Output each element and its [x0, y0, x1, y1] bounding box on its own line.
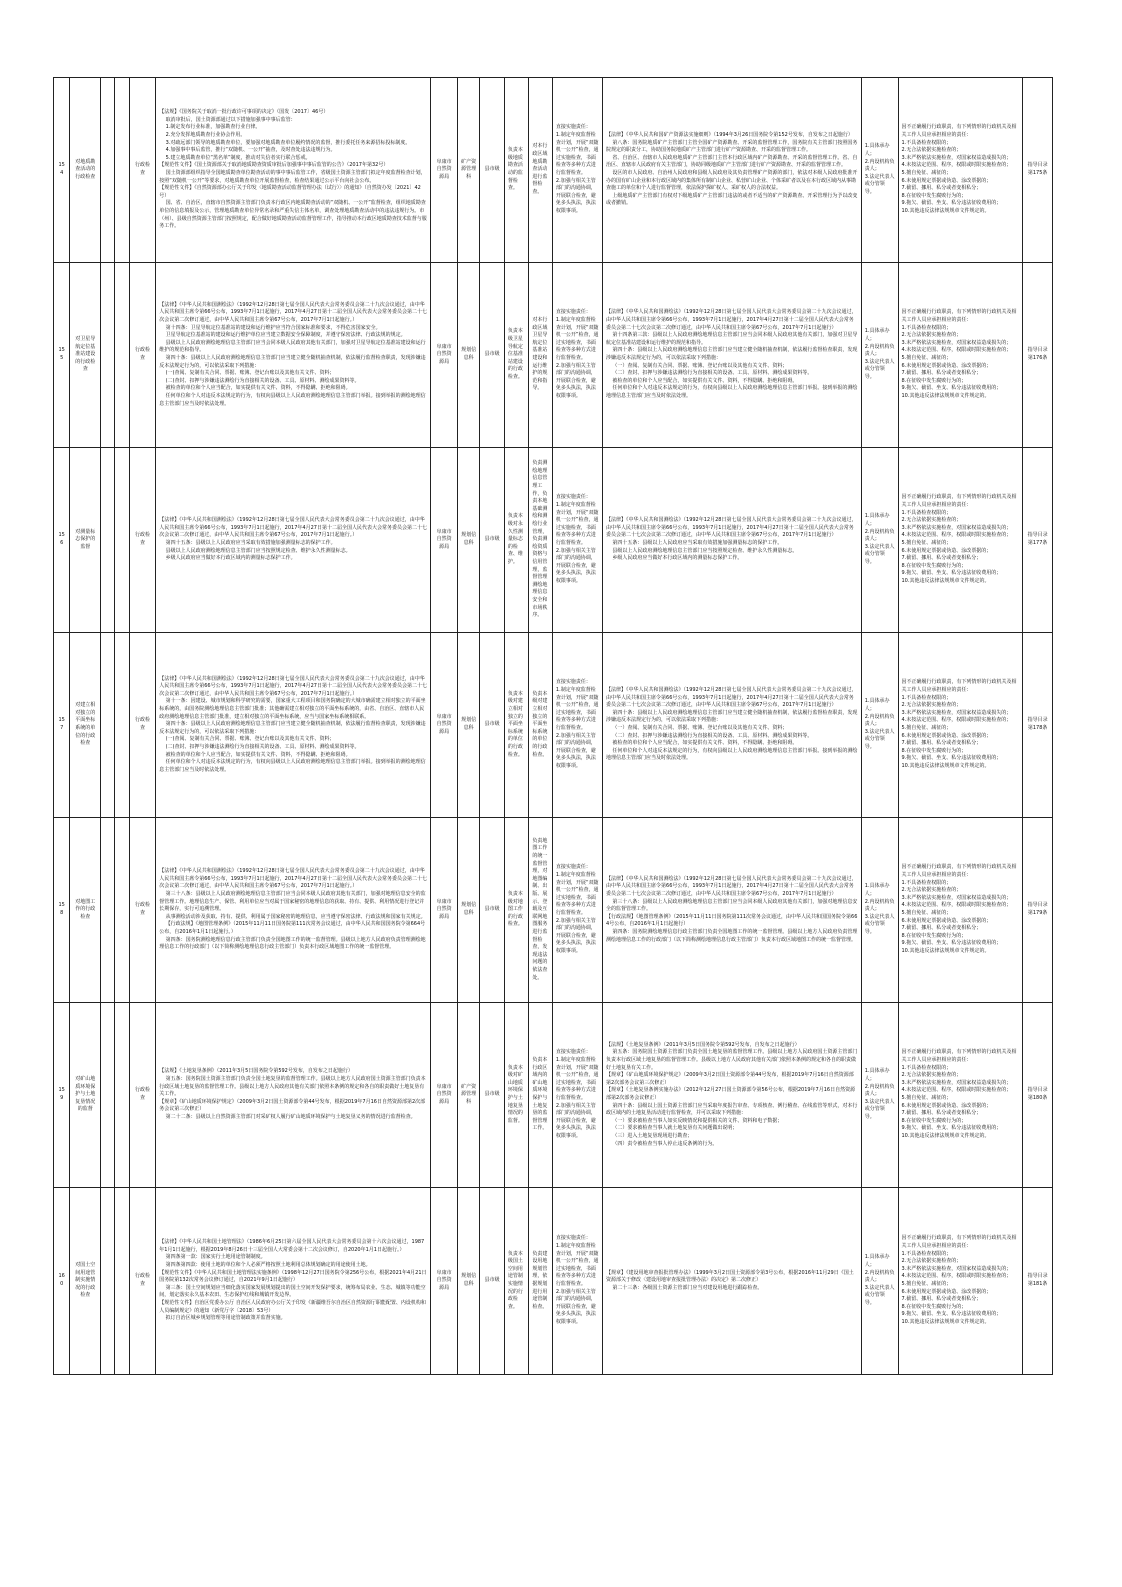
sub-duty-content: 负责测绘地理信息管理工作，负责本地基础测绘和测绘行业管理，负责测绘资质资格与信用管理，监督管理测绘地理信息安全和市场秩序。: [529, 448, 553, 633]
liable-persons: 1.具体承办人； 2.内设机构负责人； 3.法定代表人或分管领导。: [861, 633, 898, 818]
catalog-reference: 指导目录第175条: [1023, 78, 1053, 263]
item-name: 对地质勘查活动的行政检查: [70, 78, 101, 263]
implementing-unit: 阜康市自然资源局: [431, 633, 458, 818]
responsibility-basis: 【规章】《建设用地审查报批管理办法》（1999年3月2日国土资源部令第3号公布，根据2016年11月29日《国土资源部关于修改〈建设用地审查报批管理办法〉的决定》第二次修正） 第二十三条：各级国土资源主管部门应当对建设用地进行跟踪检查。: [603, 1188, 862, 1375]
catalog-reference: 指导目录第179条: [1023, 818, 1053, 1003]
responsibility-basis: 【法规】《土地复垦条例》（2011年3月5日国务院令第592号发布，自发布之日起施行） 第五条：国务院国土资源主管部门负责全国土地复垦的监督管理工作。县级以上地方人民政府国土资源主管部门负责本行政区域土地复垦的监督管理工作。县级以上地方人民政府其他有关部门依照本条例的规定和各自的职责做好土地复垦有关工作。 【规章】《矿山地质环境保护规定》（2009年3月2日国土资源部令第44号发布，根据2019年7月16日自然资源部第2次部务会议第三次修正） 【规章】《土地复垦条例实施办法》（2012年12月27日国土资源部令第56号公布，根据2019年7月16日自然资源部第2次部务会议修正） 第四十条：县级以上国土资源主管部门应当采取年度报告审查、专项核查、例行稽查、在线监管等形式，对本行政区域内的土地复垦活动进行监督检查，并可以采取下列措施： （一）要求被检查当事人如实反映情况和提供相关的文件、资料和电子数据； （二）要求被检查当事人就土地复垦有关问题做出说明； （三）进入土地复垦现场进行勘查； （四）责令被检查当事人停止违反条例的行为。: [603, 1003, 862, 1188]
item-name: 对国土空间用途管制实施情况的行政检查: [70, 1188, 101, 1375]
sub-duty-content: 负责本级对建立相对独立的平面坐标系统的单位的行政检查。: [529, 633, 553, 818]
sub-item-cell-2: [115, 78, 129, 263]
table-row: [54, 633, 1053, 818]
duty-content: 负责本级对建立相对独立的平面坐标系统的单位的行政检查。: [504, 633, 529, 818]
implementing-unit: 阜康市自然资源局: [431, 818, 458, 1003]
responsibility-basis: 【法律】《中华人民共和国测绘法》（1992年12月28日第七届全国人民代表大会常务委员会第二十九次会议通过，由中华人民共和国主席令第66号公布，1993年7月1日起施行，2017年4月27日第十二届全国人民代表大会常务委员会第二十七次会议第二次修订通过，由中华人民共和国主席令第67号公布，2017年7月1日起施行） 第十四条第三款：县级以上人民政府测绘地理信息主管部门应当会同本级人民政府其他有关部门，加强对卫星导航定位基准站建设和运行维护的规范和指导。 第四十条：县级以上人民政府测绘地理信息主管部门应当建立健全随机抽查机制，依法履行监督检查职责，发现涉嫌违反本法规定行为的，可以依法采取下列措施： （一）查阅、复制有关合同、票据、账簿、登记台账以及其他有关文件、资料； （二）查封、扣押与涉嫌违法测绘行为直接相关的设备、工具、原材料、测绘成果资料等。 被检查的单位和个人应当配合，如实提供有关文件、资料，不得隐瞒、拒绝和阻碍。 任何单位和个人对违反本法规定的行为，有权向县级以上人民政府测绘地理信息主管部门举报。接到举报的测绘地理信息主管部门应当及时依法处理。: [603, 263, 862, 448]
implementing-unit: 阜康市自然资源局: [431, 78, 458, 263]
legal-basis: 【法规】《国务院关于取消一批行政许可事项的决定》（国发〔2017〕46号） 取消审批后，国土资源部通过以下措施加强事中事后监管： 1.制定发布行业标准，加强勘查行业自律。 2.充分发挥地质勘查行业协会作用。 3.对疏远部门领导的地质勘查单位，要加强对地质勘查单位履约情况的监督，推行委托任务来源招标投标制度。 4.加强事中事后监管，推行“双随机、一公开”抽查，及时查处违法违规行为。 5.建立地质勘查单位“黑名单”制度，推动对失信者实行联合惩戒。 【规范性文件】《国土资源部关于取消地质勘查资质审批后加强事中事后监管的公告》（2017年第32号） 国土资源部组织指导全国地质勘查单位勘查活动的事中事后监管工作，省级国土资源主管部门拟定年度监督检查计划，按照“双随机一公开”等要求，对地质勘查单位开展监督检查，检查结果通过公示平台向社会公布。 【规范性文件】《自然资源部办公厅关于印发〈地质勘查活动监督管理办法（试行）〉的通知》（自然资办发〔2021〕42号） 国、省、自治区，直辖市自然资源主管部门负责本行政区内地质勘查活动的“双随机、一公开”监督检查，组织地质勘查单位的信息填报及公示，管理地质勘查单位异常名录和严重失信主体名单，调查处理地质勘查活动中的违法违规行为。市（州）、县级自然资源主管部门按照规定，配合做好地质勘查活动监督管理工作，指导推动本行政区地质勘查技术监督与服务工作。: [156, 78, 431, 263]
responsibility-basis: 【法律】《中华人民共和国矿产资源法实施细则》（1994年3月26日国务院令第152号发布，自发布之日起施行） 第八条：国务院地质矿产主管部门主管全国矿产资源勘查、开采的监督管理工作，国务院有关主管部门按照国务院规定的职责分工，协助国务院地质矿产主管部门进行矿产资源勘查、开采的监督管理工作。 省、自治区、直辖市人民政府地质矿产主管部门主管本行政区域内矿产资源勘查、开采的监督管理工作。省、自治区、直辖市人民政府有关主管部门，协助同级地质矿产主管部门进行矿产资源勘查、开采的监督管理工作。 设区的市人民政府、自治州人民政府和县级人民政府及其负责管理矿产资源的部门，依法对本级人民政府批准开办的国有矿山企业和本行政区域内的集体所有制矿山企业、私营矿山企业、个体采矿者以及在本行政区域内从事勘查施工的单位和个人进行监督管理，依法保护探矿权人、采矿权人的合法权益。 上级地质矿产主管部门有权对下级地质矿产主管部门违法的或者不适当的矿产资源勘查、开采管理行为予以改变或者撤销。: [603, 78, 862, 263]
table-row: [54, 448, 1053, 633]
liable-persons: 1.具体承办人； 2.内设机构负责人； 3.法定代表人或分管领导。: [861, 1003, 898, 1188]
level: 县市级: [480, 263, 505, 448]
sub-item-cell-2: [115, 263, 129, 448]
power-type: 行政检查: [129, 1003, 156, 1188]
responsible-dept: 矿产资源管理科: [457, 1003, 479, 1188]
power-type: 行政检查: [129, 1188, 156, 1375]
responsibility-items: 直接实施责任： 1.制定年度监督检查计划，开展“双随机一公开”检查，通过实施检查，书面检查等多种方式进行监督检查。 2.加强与相关主管部门的沟通协调，开展联合检查，避免多头执法，执法权限事项。: [552, 78, 602, 263]
row-number: 158: [54, 818, 70, 1003]
catalog-reference: 指导目录第178条: [1023, 633, 1053, 818]
power-list-table: [53, 77, 1053, 1375]
power-type: 行政检查: [129, 263, 156, 448]
responsible-dept: 规划信息科: [457, 633, 479, 818]
table-row: [54, 263, 1053, 448]
sub-duty-content: 负责本行政区域内的矿山地质环境保护与土地复垦的监督管理工作。: [529, 1003, 553, 1188]
power-type: 行政检查: [129, 633, 156, 818]
responsibility-basis: 【法律】《中华人民共和国测绘法》（1992年12月28日第七届全国人民代表大会常务委员会第二十九次会议通过，由中华人民共和国主席令第66号公布，1993年7月1日起施行，2017年4月27日第十二届全国人民代表大会常务委员会第二十七次会议第二次修订通过，由中华人民共和国主席令第67号公布，2017年7月1日起施行） 第四十条：县级以上人民政府测绘地理信息主管部门应当建立健全随机抽查机制，依法履行监督检查职责，发现涉嫌违反本法规定行为的，可以依法采取下列措施： （一）查阅、复制有关合同、票据、账簿、登记台账以及其他有关文件、资料； （二）查封、扣押与涉嫌违法测绘行为直接相关的设备、工具、原材料、测绘成果资料等。 被检查的单位和个人应当配合，如实提供有关文件、资料，不得隐瞒、拒绝和阻碍。 任何单位和个人对违反本法规定的行为，有权向县级以上人民政府测绘地理信息主管部门举报。接到举报的测绘地理信息主管部门应当及时依法处理。: [603, 633, 862, 818]
row-number: 154: [54, 78, 70, 263]
sub-item-cell: [101, 1003, 115, 1188]
responsibility-items: 直接实施责任： 1.制定年度监督检查计划，开展“双随机一公开”检查，通过实地检查，书面检查等多种方式进行监督检查。 2.加强与相关主管部门的沟通协调，开展联合检查，避免多头执法，执法权限事项。: [552, 263, 602, 448]
row-number: 159: [54, 1003, 70, 1188]
legal-basis: 【法律】《中华人民共和国测绘法》（1992年12月28日第七届全国人民代表大会常务委员会第二十九次会议通过，由中华人民共和国主席令第66号公布，1993年7月1日起施行，2017年4月27日第十二届全国人民代表大会常务委员会第二十七次会议第二次修订通过，由中华人民共和国主席令第67号公布，2017年7月1日起施行。） 第三十八条：县级以上人民政府测绘地理信息主管部门应当会同本级人民政府其他有关部门，加强对地理信息安全的监督管理工作。地理信息生产、保管、利用单位应当对属于国家秘密的地理信息的获取、持有、提供、利用情况进行登记并长期保存，实行可追溯管理。 从事测绘活动涉及获取、持有、提供、利用属于国家秘密的地理信息，应当遵守保密法律、行政法规和国家有关规定。 【行政法规】《地图管理条例》（2015年11月11日国务院第111次常务会议通过，由中华人民共和国国务院令第664号公布，自2016年1月1日起施行。） 第四条：国务院测绘地理信息行政主管部门负责全国地图工作的统一监督管理。县级以上地方人民政府负责管理测绘地理信息工作的行政部门（以下简称测绘地理信息行政主管部门）负责本行政区域地图工作的统一监督管理。: [156, 818, 431, 1003]
item-name: 对建立相对独立的平面坐标系统的单位的行政检查: [70, 633, 101, 818]
accountability-situations: 因不正确履行行政职责，有下列情形的行政机关及相关工作人员应承担相应的责任： 1.不具备检查权限的； 2.无合法依据实施检查的； 3.未严格依法实施检查，对国家权益造成损失的； 4.未按法定范围、程序，权限或时限实施检查的； 5.擅自免征、减征的； 6.未使用规定票据或伪造、涂改票据的； 7.截留、挪用、私分或者变相私分； 8.在征收中发生腐败行为的； 9.拖欠、截留、坐支、私分违法征收费用的； 10.其他违反法律法规规章文件规定的。: [898, 263, 1023, 448]
power-type: 行政检查: [129, 818, 156, 1003]
liable-persons: 1.具体承办人； 2.内设机构负责人； 3.法定代表人或分管领导。: [861, 1188, 898, 1375]
level: 县市级: [480, 448, 505, 633]
item-name: 对地图工作的行政检查: [70, 818, 101, 1003]
power-type: 行政检查: [129, 448, 156, 633]
responsibility-items: 直接实施责任： 1.制定年度监督检查计划，开展“双随机一公开”检查，通过实地检查，书面检查等多种方式进行监督检查。 2.加强与相关主管部门的沟通协调，开展联合检查，避免多头执法，执法权限事项。: [552, 633, 602, 818]
implementing-unit: 阜康市自然资源局: [431, 1188, 458, 1375]
sub-item-cell: [101, 633, 115, 818]
accountability-situations: 因不正确履行行政职责，有下列情形的行政机关及相关工作人员应承担相应的责任： 1.不具备检查权限的； 2.无合法依据实施检查的； 3.未严格依法实施检查，对国家权益造成损失的； 4.未按法定范围、程序，权限或时限实施检查的； 5.擅自免征、减征的； 6.未使用规定票据或伪造、涂改票据的； 7.截留、挪用、私分或者变相私分； 8.在征收中发生腐败行为的； 9.拖欠、截留、坐支、私分违法征收费用的； 10.其他违反法律法规规章文件规定的。: [898, 818, 1023, 1003]
row-number: 160: [54, 1188, 70, 1375]
responsibility-basis: 【法律】《中华人民共和国测绘法》（1992年12月28日第七届全国人民代表大会常务委员会第二十九次会议通过，由中华人民共和国主席令第66号公布，1993年7月1日起施行，2017年4月27日第十二届全国人民代表大会常务委员会第二十七次会议第二次修订通过，由中华人民共和国主席令第67号公布，2017年7月1日起施行） 第四十五条：县级以上人民政府应当采取有效措施加强测量标志的保护工作。 县级以上人民政府测绘地理信息主管部门应当按照规定检查、维护永久性测量标志。 乡级人民政府应当做好本行政区域内的测量标志保护工作。: [603, 448, 862, 633]
legal-basis: 【法律】《中华人民共和国测绘法》（1992年12月28日第七届全国人民代表大会常务委员会第二十九次会议通过，由中华人民共和国主席令第66号公布，1993年7月1日起施行，2017年4月27日第十二届全国人民代表大会常务委员会第二十七次会议第二次修订通过，由中华人民共和国主席令第67号公布，2017年7月1日起施行。） 第十一条：因建设、城市规划和科学研究的需要，国家重大工程项目和国务院确定的大城市确需建立相对独立的平面坐标系统的，由国务院测绘地理信息主管部门批准；其他确需建立相对独立的平面坐标系统的，由省、自治区、直辖市人民政府测绘地理信息主管部门批准，建立相对独立的平面坐标系统，应当与国家坐标系统相联系。 第四十条：县级以上人民政府测绘地理信息主管部门应当建立健全随机抽查机制，依法履行监督检查职责，发现涉嫌违反本法规定行为的，可以依法采取下列措施： (一)查阅、复制有关合同、票据、账簿、登记台账以及其他有关文件、资料； (二)查封、扣押与涉嫌违法测绘行为直接相关的设备、工具、原材料、测绘成果资料等。 被检查的单位和个人应当配合，如实提供有关文件、资料，不得隐瞒、拒绝和阻碍。 任何单位和个人对违反本法规定的行为，有权向县级以上人民政府测绘地理信息主管部门举报。接到举报的测绘地理信息主管部门应当及时依法处理。: [156, 633, 431, 818]
duty-content: 负责本级对地图工作的行政检查。: [504, 818, 529, 1003]
sub-item-cell: [101, 78, 115, 263]
accountability-situations: 因不正确履行行政职责，有下列情形的行政机关及相关工作人员应承担相应的责任： 1.不具备检查权限的； 2.无合法依据实施检查的； 3.未严格依法实施检查，对国家权益造成损失的； 4.未按法定范围、程序，权限或时限实施检查的； 5.擅自免征、减征的； 6.未使用规定票据或伪造、涂改票据的； 7.截留、挪用、私分或者变相私分； 8.在征收中发生腐败行为的； 9.拖欠、截留、坐支、私分违法征收费用的； 10.其他违反法律法规规章文件规定的。: [898, 78, 1023, 263]
row-number: 157: [54, 633, 70, 818]
level: 县市级: [480, 1188, 505, 1375]
responsibility-basis: 【法律】《中华人民共和国测绘法》（1992年12月28日第七届全国人民代表大会常务委员会第二十九次会议通过，由中华人民共和国主席令第66号公布，1993年7月1日起施行，2017年4月27日第十二届全国人民代表大会常务委员会第二十七次会议第二次修订通过，由中华人民共和国主席令第67号公布，2017年7月1日起施行） 第三十八条：县级以上人民政府测绘地理信息主管部门应当会同本级人民政府其他有关部门，加强对地理信息安全的监督管理工作。 【行政法规】《地图管理条例》（2015年11月11日国务院第111次常务会议通过，由中华人民共和国国务院令第664号公布，自2016年1月1日起施行） 第四条：国务院测绘地理信息行政主管部门负责全国地图工作的统一监督管理。县级以上地方人民政府负责管理测绘地理信息工作的行政部门（以下简称测绘地理信息行政主管部门）负责本行政区域地图工作的统一监督管理。: [603, 818, 862, 1003]
table-row: [54, 818, 1053, 1003]
table-row: [54, 1188, 1053, 1375]
level: 县市级: [480, 633, 505, 818]
sub-duty-content: 对本行政区域卫星导航定位基准站建设和运行维护的规范和指导。: [529, 263, 553, 448]
responsibility-items: 直接实施责任： 1.制定年度监督检查计划，开展“双随机一公开”检查，通过实地检查，书面检查等多种方式进行监督检查。 2.加强与相关主管部门的沟通协调，开展联合检查，避免多头执法，执法权限事项。: [552, 1188, 602, 1375]
level: 县市级: [480, 78, 505, 263]
accountability-situations: 因不正确履行行政职责，有下列情形的行政机关及相关工作人员应承担相应的责任： 1.不具备检查权限的； 2.无合法依据实施检查的； 3.未严格依法实施检查，对国家权益造成损失的； 4.未按法定范围、程序，权限或时限实施检查的； 5.擅自免征、减征的； 6.未使用规定票据或伪造、涂改票据的； 7.截留、挪用、私分或者变相私分； 8.在征收中发生腐败行为的； 9.拖欠、截留、坐支、私分违法征收费用的； 10.其他违反法律法规规章文件规定的。: [898, 448, 1023, 633]
sub-item-cell-2: [115, 633, 129, 818]
catalog-reference: 指导目录第177条: [1023, 448, 1053, 633]
implementing-unit: 阜康市自然资源局: [431, 263, 458, 448]
item-name: 对测量标志保护的监督: [70, 448, 101, 633]
power-type: 行政检查: [129, 78, 156, 263]
sub-item-cell-2: [115, 818, 129, 1003]
liable-persons: 1.具体承办人； 2.内设机构负责人； 3.法定代表人或分管领导。: [861, 263, 898, 448]
legal-basis: 【法律】《中华人民共和国土地管理法》（1986年6月25日第六届全国人民代表大会常务委员会第十六次会议通过，1987年1月1日起施行，根据2019年8月26日十三届全国人大常委会第十二次会议修订，自2020年1月1日起施行。） 第四条第一款：国家实行土地用途管制制度。 第四条第四款：使用土地的单位和个人必须严格按照土地利用总体规划确定的用途使用土地。 【规范性文件】《中华人民共和国土地管理法实施条例》（1998年12月27日国务院令第256号公布，根据2021年4月21日国务院第132次常务会议修订通过，自2021年9月1日起施行） 第三条：国土空间规划应当细化落实国家发展规划提出的国土空间开发保护要求，统筹布局农业、生态、城镇等功能空间，划定落实永久基本农田、生态保护红线和城镇开发边界。 【规范性文件】自治区党委办公厅 自治区人民政府办公厅关于印发《新疆维吾尔自治区自然资源厅职能配置、内设机构和人员编制规定》的通知（新党厅字〔2018〕53号） 拟订自治区城乡规划管理等用途管制政策并监督实施。: [156, 1188, 431, 1375]
sub-duty-content: 负责建设用地规划管理，依据规划进行用途管制检查。: [529, 1188, 553, 1375]
accountability-situations: 因不正确履行行政职责，有下列情形的行政机关及相关工作人员应承担相应的责任： 1.不具备检查权限的； 2.无合法依据实施检查的； 3.未严格依法实施检查，对国家权益造成损失的； 4.未按法定范围、程序，权限或时限实施检查的； 5.擅自免征、减征的； 6.未使用规定票据或伪造、涂改票据的； 7.截留、挪用、私分或者变相私分； 8.在征收中发生腐败行为的； 9.拖欠、截留、坐支、私分违法征收费用的； 10.其他违反法律法规规章文件规定的。: [898, 1003, 1023, 1188]
implementing-unit: 阜康市自然资源局: [431, 448, 458, 633]
responsible-dept: 规划信息科: [457, 448, 479, 633]
liable-persons: 1.具体承办人； 2.内设机构负责人； 3.法定代表人或分管领导。: [861, 78, 898, 263]
item-name: 对卫星导航定位基准站建设的行政检查: [70, 263, 101, 448]
accountability-situations: 因不正确履行行政职责，有下列情形的行政机关及相关工作人员应承担相应的责任： 1.不具备检查权限的； 2.无合法依据实施检查的； 3.未严格依法实施检查，对国家权益造成损失的； 4.未按法定范围、程序，权限或时限实施检查的； 5.擅自免征、减征的； 6.未使用规定票据或伪造、涂改票据的； 7.截留、挪用、私分或者变相私分； 8.在征收中发生腐败行为的； 9.拖欠、截留、坐支、私分违法征收费用的； 10.其他违反法律法规规章文件规定的。: [898, 633, 1023, 818]
duty-content: 负责本级对矿山地质环境保护与土地复垦情况的监督。: [504, 1003, 529, 1188]
liable-persons: 1.具体承办人； 2.内设机构负责人； 3.法定代表人或分管领导。: [861, 818, 898, 1003]
table-row: [54, 1003, 1053, 1188]
implementing-unit: 阜康市自然资源局: [431, 1003, 458, 1188]
duty-content: 负责本级地质勘查活动的监督检查。: [504, 78, 529, 263]
row-number: 156: [54, 448, 70, 633]
table-row: [54, 78, 1053, 263]
accountability-situations: 因不正确履行行政职责，有下列情形的行政机关及相关工作人员应承担相应的责任： 1.不具备检查权限的； 2.无合法依据实施检查的； 3.未严格依法实施检查，对国家权益造成损失的； 4.未按法定范围、程序，权限或时限实施检查的； 5.擅自免征、减征的； 6.未使用规定票据或伪造、涂改票据的； 7.截留、挪用、私分或者变相私分； 8.在征收中发生腐败行为的； 9.拖欠、截留、坐支、私分违法征收费用的； 10.其他违反法律法规规章文件规定的。: [898, 1188, 1023, 1375]
row-number: 155: [54, 263, 70, 448]
catalog-reference: 指导目录第180条: [1023, 1003, 1053, 1188]
responsibility-items: 直接实施责任： 1.制定年度监督检查计划，开展“双随机一公开”检查，通过实施检查，书面检查等多种方式进行监督检查。 2.加强与相关主管部门的沟通协调，开展联合检查，避免多头执法，执法权限事项。: [552, 448, 602, 633]
sub-item-cell: [101, 448, 115, 633]
responsibility-items: 直接实施责任： 1.制定年度监督检查计划，开展“双随机一公开”检查，通过实地检查，书面检查等多种方式进行监督检查。 2.加强与相关主管部门的沟通协调，开展联合检查，避免多头执法，执法权限事项。: [552, 818, 602, 1003]
level: 县市级: [480, 818, 505, 1003]
responsible-dept: 矿产资源管理科: [457, 78, 479, 263]
catalog-reference: 指导目录第181条: [1023, 1188, 1053, 1375]
duty-content: 负责本级卫星导航定位基准站建设的行政检查。: [504, 263, 529, 448]
level: 县市级: [480, 1003, 505, 1188]
legal-basis: 【法律】《中华人民共和国测绘法》（1992年12月28日第七届全国人民代表大会常务委员会第二十九次会议通过，由中华人民共和国主席令第66号公布，1993年7月1日起施行，2017年4月27日第十二届全国人民代表大会常务委员会第二十七次会议第二次修订通过，由中华人民共和国主席令第67号公布，2017年7月1日起施行。） 第十四条：卫星导航定位基准站的建设和运行维护应当符合国家标准和要求，不得危害国家安全。 卫星导航定位基准站的建设和运行维护单位应当建立数据安全保障制度，并遵守保密法律、行政法规的规定。 县级以上人民政府测绘地理信息主管部门应当会同本级人民政府其他有关部门，加强对卫星导航定位基准站建设和运行维护的规范和指导。 第四十条：县级以上人民政府测绘地理信息主管部门应当建立健全随机抽查机制，依法履行监督检查职责，发现涉嫌违反本法规定行为的，可以依法采取下列措施： (一)查阅、复制有关合同、票据、账簿、登记台账以及其他有关文件、资料； (二)查封、扣押与涉嫌违法测绘行为直接相关的设备、工具、原材料、测绘成果资料等。 被检查的单位和个人应当配合，如实提供有关文件、资料，不得隐瞒、拒绝和阻碍。 任何单位和个人对违反本法规定的行为，有权向县级以上人民政府测绘地理信息主管部门举报。接到举报的测绘地理信息主管部门应当及时依法处理。: [156, 263, 431, 448]
responsibility-items: 直接实施责任： 1.制定年度监督检查计划，开展“双随机一公开”检查，通过实地检查，书面检查等多种方式进行监督检查。 2.加强与相关主管部门的沟通协调，开展联合检查，避免多头执法，执法权限事项。: [552, 1003, 602, 1188]
duty-content: 负责本级国土空间用途管制实施情况的行政检查。: [504, 1188, 529, 1375]
sub-item-cell-2: [115, 1188, 129, 1375]
responsible-dept: 规划信息科: [457, 1188, 479, 1375]
catalog-reference: 指导目录第176条: [1023, 263, 1053, 448]
sub-duty-content: 负责地图工作的统一监督管理，对地图编制、出版、展示、登载及互联网地图服务进行监督检查，发现违法问题的依法查处。: [529, 818, 553, 1003]
responsible-dept: 规划信息科: [457, 818, 479, 1003]
duty-content: 负责本级对永久性测量标志的检查、维护。: [504, 448, 529, 633]
item-name: 对矿山地质环境保护与土地复垦情况的监督: [70, 1003, 101, 1188]
legal-basis: 【法律】《中华人民共和国测绘法》（1992年12月28日第七届全国人民代表大会常务委员会第二十九次会议通过，由中华人民共和国主席令第66号公布，1993年7月1日起施行，2017年4月27日第十二届全国人民代表大会常务委员会第二十七次会议第二次修订通过，由中华人民共和国主席令第67号公布，2017年7月1日起施行。） 第四十五条：县级以上人民政府应当采取有效措施加强测量标志的保护工作。 县级以上人民政府测绘地理信息主管部门应当按照规定检查、维护永久性测量标志。 乡级人民政府应当做好本行政区域内的测量标志保护工作。: [156, 448, 431, 633]
liable-persons: 1.具体承办人； 2.内设机构负责人； 3.法定代表人或分管领导。: [861, 448, 898, 633]
sub-item-cell-2: [115, 448, 129, 633]
responsible-dept: 规划信息科: [457, 263, 479, 448]
sub-duty-content: 对本行政区域地质勘查活动进行监督检查。: [529, 78, 553, 263]
sub-item-cell: [101, 1188, 115, 1375]
sub-item-cell: [101, 818, 115, 1003]
sub-item-cell-2: [115, 1003, 129, 1188]
legal-basis: 【法规】《土地复垦条例》（2011年3月5日国务院令第592号发布，自发布之日起施行） 第五条：国务院国土资源主管部门负责全国土地复垦的监督管理工作。县级以上地方人民政府国土资源主管部门负责本行政区域土地复垦的监督管理工作。县级以上地方人民政府其他有关部门依照本条例的规定和各自的职责做好土地复垦有关工作。 【规章】《矿山地质环境保护规定》（2009年3月2日国土资源部令第44号发布，根据2019年7月16日自然资源部第2次部务会议第三次修正） 第二十二条：县级以上自然资源主管部门对采矿权人履行矿山地质环境保护与土地复垦义务的情况进行监督检查。: [156, 1003, 431, 1188]
sub-item-cell: [101, 263, 115, 448]
